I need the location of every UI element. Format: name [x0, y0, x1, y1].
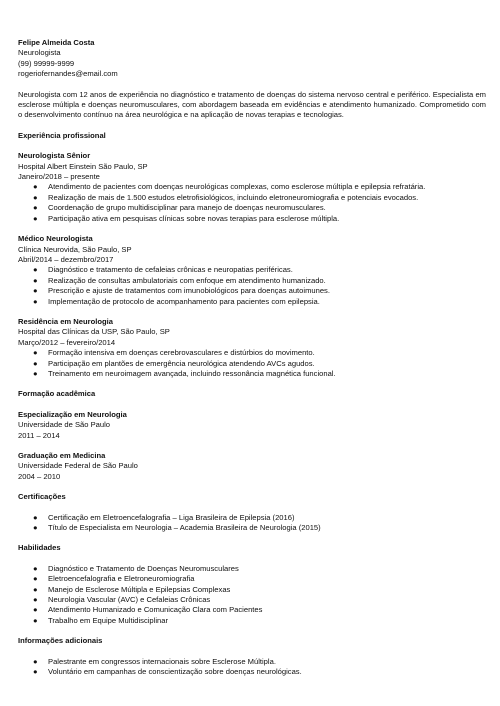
experience-entry	[18, 151, 486, 224]
bullet-icon: ●	[33, 615, 38, 625]
bullet-icon: ●	[33, 512, 38, 522]
bullet-icon: ●	[33, 605, 38, 615]
list-item-text: Participação ativa em pesquisas clínicas sobre novas terapias para esclerose múltipla.	[48, 213, 340, 223]
job-bullet-list	[18, 265, 486, 307]
bullet-icon: ●	[33, 213, 38, 223]
list-item	[18, 605, 486, 615]
bullet-icon: ●	[33, 358, 38, 368]
list-item	[18, 193, 486, 203]
candidate-name: Felipe Almeida Costa	[18, 38, 95, 47]
list-item	[18, 297, 486, 307]
resume-page	[18, 38, 486, 678]
list-item-text: Neurologia Vascular (AVC) e Cefaleias Crônicas	[48, 595, 211, 605]
list-item	[18, 574, 486, 584]
education-degree: Graduação em Medicina	[18, 451, 106, 460]
list-item-text: Formação intensiva em doenças cerebrovasculares e distúrbios do movimento.	[48, 348, 315, 358]
job-role: Médico Neurologista	[18, 234, 93, 244]
bullet-icon: ●	[33, 192, 38, 202]
list-item-text: Prescrição e ajuste de tratamentos com imunobiológicos para doenças autoimunes.	[48, 286, 330, 296]
list-item-text: Diagnóstico e Tratamento de Doenças Neuromusculares	[48, 563, 239, 573]
bullet-icon: ●	[33, 348, 38, 358]
certifications-heading: Certificações	[18, 492, 66, 502]
job-period: Abril/2014 – dezembro/2017	[18, 254, 114, 264]
bullet-icon: ●	[33, 296, 38, 306]
candidate-title: Neurologista	[18, 48, 61, 58]
bullet-icon: ●	[33, 667, 38, 677]
bullet-icon: ●	[33, 563, 38, 573]
job-period: Março/2012 – fevereiro/2014	[18, 337, 116, 347]
list-item-text: Realização de mais de 1.500 estudos eletrofisiológicos, incluindo eletroneuromiografia e potenciais evocados.	[48, 192, 419, 202]
list-item	[18, 523, 486, 533]
list-item-text: Implementação de protocolo de acompanhamento para pacientes com epilepsia.	[48, 296, 320, 306]
bullet-icon: ●	[33, 595, 38, 605]
list-item-text: Manejo de Esclerose Múltipla e Epilepsias Complexas	[48, 584, 231, 594]
bullet-icon: ●	[33, 182, 38, 192]
certifications-list	[18, 513, 486, 534]
bullet-icon: ●	[33, 574, 38, 584]
bullet-icon: ●	[33, 368, 38, 378]
education-entry	[18, 410, 486, 441]
list-item	[18, 359, 486, 369]
list-item	[18, 348, 486, 358]
bullet-icon: ●	[33, 523, 38, 533]
bullet-icon: ●	[33, 286, 38, 296]
job-role: Neurologista Sênior	[18, 151, 91, 161]
professional-summary: Neurologista com 12 anos de experiência no diagnóstico e tratamento de doenças do sistema nervoso central e periférico. Especialista em esclerose múltipla e doenças neuromusculares, com abordagem baseada em evidências e atendimento humanizado. Comprometido com o desenvolvimento contínuo na área neurológica e na aplicação de novas terapias e tecnologias.	[18, 89, 486, 120]
education-school: Universidade de São Paulo	[18, 420, 111, 430]
list-item	[18, 585, 486, 595]
bullet-icon: ●	[33, 584, 38, 594]
list-item	[18, 214, 486, 224]
bullet-icon: ●	[33, 265, 38, 275]
list-item-text: Atendimento de pacientes com doenças neurológicas complexas, como esclerose múltipla e epilepsia refratária.	[48, 182, 426, 192]
list-item-text: Participação em plantões de emergência neurológica atendendo AVCs agudos.	[48, 358, 315, 368]
skills-heading: Habilidades	[18, 543, 61, 553]
education-entry	[18, 451, 486, 482]
list-item-text: Diagnóstico e tratamento de cefaleias crônicas e neuropatias periféricas.	[48, 265, 293, 275]
job-role: Residência em Neurologia	[18, 316, 113, 326]
list-item	[18, 513, 486, 523]
job-bullet-list	[18, 348, 486, 379]
experience-heading: Experiência profissional	[18, 130, 106, 140]
list-item	[18, 564, 486, 574]
list-item-text: Eletroencefalografia e Eletroneuromiografia	[48, 574, 195, 584]
list-item	[18, 616, 486, 626]
list-item-text: Realização de consultas ambulatoriais com enfoque em atendimento humanizado.	[48, 275, 326, 285]
list-item	[18, 182, 486, 192]
job-organization: Hospital Albert Einstein São Paulo, SP	[18, 161, 148, 171]
job-period: Janeiro/2018 – presente	[18, 172, 100, 182]
list-item-text: Título de Especialista em Neurologia – Academia Brasileira de Neurologia (2015)	[48, 523, 321, 533]
candidate-phone: (99) 99999-9999	[18, 58, 75, 68]
additional-info-heading: Informações adicionais	[18, 636, 103, 646]
education-period: 2011 – 2014	[18, 430, 60, 440]
list-item-text: Atendimento Humanizado e Comunicação Clara com Pacientes	[48, 605, 263, 615]
education-degree: Especialização em Neurologia	[18, 409, 127, 419]
list-item	[18, 657, 486, 667]
list-item-text: Trabalho em Equipe Multidisciplinar	[48, 615, 169, 625]
bullet-icon: ●	[33, 656, 38, 666]
list-item-text: Palestrante em congressos internacionais sobre Esclerose Múltipla.	[48, 656, 276, 666]
list-item	[18, 369, 486, 379]
list-item	[18, 286, 486, 296]
additional-info-list	[18, 657, 486, 678]
job-organization: Clínica Neurovida, São Paulo, SP	[18, 244, 132, 254]
skills-list	[18, 564, 486, 626]
experience-entry	[18, 317, 486, 379]
job-organization: Hospital das Clínicas da USP, São Paulo, SP	[18, 327, 170, 337]
list-item	[18, 203, 486, 213]
education-period: 2004 – 2010	[18, 471, 61, 481]
experience-entry	[18, 234, 486, 307]
list-item-text: Certificação em Eletroencefalografia – Liga Brasileira de Epilepsia (2016)	[48, 512, 295, 522]
bullet-icon: ●	[33, 275, 38, 285]
list-item	[18, 595, 486, 605]
job-bullet-list	[18, 182, 486, 224]
list-item	[18, 276, 486, 286]
candidate-email: rogeriofernandes@email.com	[18, 69, 118, 79]
list-item-text: Coordenação de grupo multidisciplinar para manejo de doenças neuromusculares.	[48, 203, 326, 213]
list-item-text: Treinamento em neuroimagem avançada, incluindo ressonância magnética funcional.	[48, 368, 336, 378]
list-item	[18, 265, 486, 275]
education-heading: Formação acadêmica	[18, 389, 96, 399]
list-item	[18, 667, 486, 677]
list-item-text: Voluntário em campanhas de conscientização sobre doenças neurológicas.	[48, 667, 302, 677]
bullet-icon: ●	[33, 203, 38, 213]
education-school: Universidade Federal de São Paulo	[18, 461, 138, 471]
